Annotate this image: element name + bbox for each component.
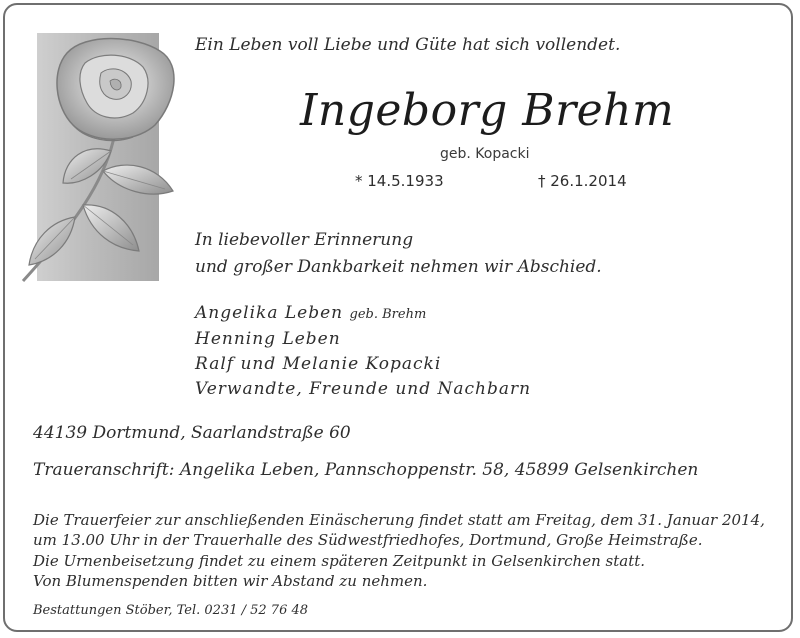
mourner-item bbox=[195, 303, 426, 323]
deceased-name: Ingeborg Brehm bbox=[300, 85, 675, 136]
ceremony-info-line: Von Blumenspenden bitten wir Abstand zu nehmen. bbox=[33, 572, 428, 590]
mourner-item bbox=[195, 379, 531, 399]
undertaker-contact: Bestattungen Stöber, Tel. 0231 / 52 76 48 bbox=[33, 603, 309, 618]
maiden-name: geb. Kopacki bbox=[440, 146, 530, 162]
remembrance-line: und großer Dankbarkeit nehmen wir Abschied. bbox=[195, 257, 602, 277]
mourner-item bbox=[195, 354, 441, 374]
obituary-card bbox=[3, 3, 793, 632]
ceremony-info-line: Die Trauerfeier zur anschließenden Einäscherung findet statt am Freitag, dem 31. Januar 2014, bbox=[33, 511, 765, 529]
mourning-address: Traueranschrift: Angelika Leben, Pannschoppenstr. 58, 45899 Gelsenkirchen bbox=[33, 460, 699, 480]
home-address: 44139 Dortmund, Saarlandstraße 60 bbox=[33, 423, 351, 443]
remembrance-line: In liebevoller Erinnerung bbox=[195, 230, 414, 250]
mourner-name: Ralf und Melanie Kopacki bbox=[195, 354, 442, 374]
mourner-note: geb. Brehm bbox=[349, 307, 427, 322]
ceremony-info-line: Die Urnenbeisetzung findet zu einem späteren Zeitpunkt in Gelsenkirchen statt. bbox=[33, 552, 646, 570]
ceremony-info-line: um 13.00 Uhr in der Trauerhalle des Südwestfriedhofes, Dortmund, Große Heimstraße. bbox=[33, 531, 703, 549]
mourner-item bbox=[195, 329, 341, 349]
mourner-name: Verwandte, Freunde und Nachbarn bbox=[195, 379, 532, 399]
rose-icon bbox=[15, 33, 185, 288]
birth-date: * 14.5.1933 bbox=[355, 172, 444, 190]
mourner-name: Angelika Leben bbox=[195, 303, 344, 323]
death-date: † 26.1.2014 bbox=[538, 172, 627, 190]
motto-text: Ein Leben voll Liebe und Güte hat sich vollendet. bbox=[195, 35, 621, 55]
mourner-name: Henning Leben bbox=[195, 329, 341, 349]
